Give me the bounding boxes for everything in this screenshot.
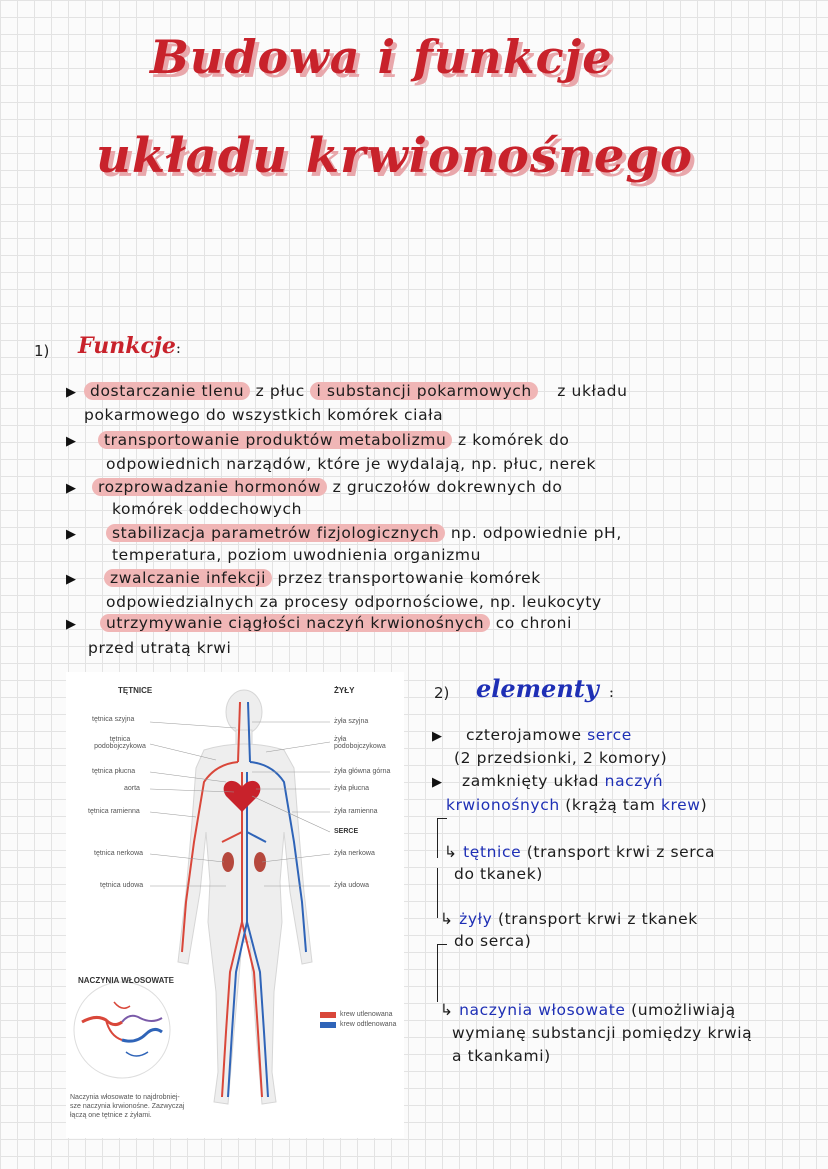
legend-swatch-deoxygenated (320, 1022, 336, 1028)
bullet-icon: ▶ (432, 729, 442, 744)
element-heart-line-1: czterojamowe serce (466, 726, 632, 744)
element-vessels-line-1: zamknięty układ naczyń (462, 772, 664, 790)
capillaries-title: NACZYNIA WŁOSOWATE (78, 976, 174, 985)
label-superior-vena-cava: żyła główna górna (334, 768, 391, 775)
bullet-icon: ▶ (432, 775, 442, 790)
function-item-3-line-2: komórek oddechowych (112, 500, 303, 518)
element-arteries-line-2: do tkanek) (454, 865, 543, 883)
page-title-line-2: układu krwionośnego (96, 128, 693, 184)
element-veins-line-2: do serca) (454, 932, 532, 950)
bracket-line (437, 868, 438, 918)
label-pulmonary-artery: tętnica płucna (92, 768, 136, 775)
function-item-4-line-2: temperatura, poziom uwodnienia organizmu (112, 546, 482, 564)
section-2-title: elementy : (476, 674, 614, 703)
legend-swatch-oxygenated (320, 1012, 336, 1018)
label-femoral-artery: tętnica udowa (100, 882, 144, 889)
caption-line-3: łączą one tętnice z żyłami. (70, 1112, 152, 1119)
arteries-header: TĘTNICE (118, 686, 153, 695)
label-heart: SERCE (334, 828, 359, 835)
label-pulmonary-vein: żyła płucna (334, 785, 370, 792)
element-arteries-line-1: ↳ tętnice (transport krwi z serca (444, 843, 716, 861)
caption-line-2: sze naczynia krwionośne. Zazwyczaj (70, 1103, 185, 1110)
function-item-1-line-2: pokarmowego do wszystkich komórek ciała (84, 406, 444, 424)
function-item-6-line-2: przed utratą krwi (88, 639, 232, 657)
bracket-line (437, 944, 447, 1002)
label-renal-artery: tętnica nerkowa (94, 850, 144, 857)
function-item-5-line-1: zwalczanie infekcji przez transportowanie komórek (104, 569, 541, 587)
circulatory-system-diagram (66, 672, 404, 1138)
bullet-icon: ▶ (66, 434, 76, 449)
element-vessels-line-2: krwionośnych (krążą tam krew) (446, 796, 708, 814)
function-item-4-line-1: stabilizacja parametrów fizjologicznych np. odpowiednie pH, (106, 524, 622, 542)
bullet-icon: ▶ (66, 617, 76, 632)
function-item-2-line-1: transportowanie produktów metabolizmu z komórek do (98, 431, 570, 449)
function-item-3-line-1: rozprowadzanie hormonów z gruczołów dokrewnych do (92, 478, 562, 496)
label-brachial-vein: żyła ramienna (334, 808, 378, 815)
label-aorta: aorta (124, 785, 140, 792)
bullet-icon: ▶ (66, 572, 76, 587)
element-veins-line-1: ↳ żyły (transport krwi z tkanek (440, 910, 698, 928)
label-brachial-artery: tętnica ramienna (88, 808, 140, 815)
element-capillaries-line-3: a tkankami) (452, 1047, 551, 1065)
veins-header: ŻYŁY (334, 686, 355, 695)
bullet-icon: ▶ (66, 385, 76, 400)
section-1-number: 1) (34, 342, 50, 360)
function-item-6-line-1: utrzymywanie ciągłości naczyń krwionośnych co chroni (100, 614, 572, 632)
section-1-title: Funkcje: (78, 333, 181, 359)
bullet-icon: ▶ (66, 527, 76, 542)
element-heart-line-2: (2 przedsionki, 2 komory) (454, 749, 668, 767)
label-femoral-vein: żyła udowa (334, 882, 370, 889)
label-subclavian-vein: żyła podobojczykowa (334, 736, 386, 750)
function-item-2-line-2: odpowiednich narządów, które je wydalają, np. płuc, nerek (106, 455, 597, 473)
label-jugular-vein: żyła szyjna (334, 718, 369, 725)
label-carotid-artery: tętnica szyjna (92, 716, 135, 723)
element-capillaries-line-1: ↳ naczynia włosowate (umożliwiają (440, 1001, 736, 1019)
page-title-line-1: Budowa i funkcje (150, 30, 613, 84)
caption-line-1: Naczynia włosowate to najdrobniej- (70, 1094, 180, 1101)
label-subclavian-artery: tętnica podobojczykowa (94, 736, 146, 750)
function-item-1-line-1: dostarczanie tlenu z płuc i substancji pokarmowych z układu (84, 382, 628, 400)
legend-oxygenated-label: krew utlenowana (340, 1011, 393, 1018)
element-capillaries-line-2: wymianę substancji pomiędzy krwią (452, 1024, 753, 1042)
section-2-number: 2) (434, 684, 450, 702)
bullet-icon: ▶ (66, 481, 76, 496)
label-renal-vein: żyła nerkowa (334, 850, 375, 857)
function-item-5-line-2: odpowiedzialnych za procesy odpornościowe, np. leukocyty (106, 593, 602, 611)
legend-deoxygenated-label: krew odtlenowana (340, 1021, 397, 1028)
